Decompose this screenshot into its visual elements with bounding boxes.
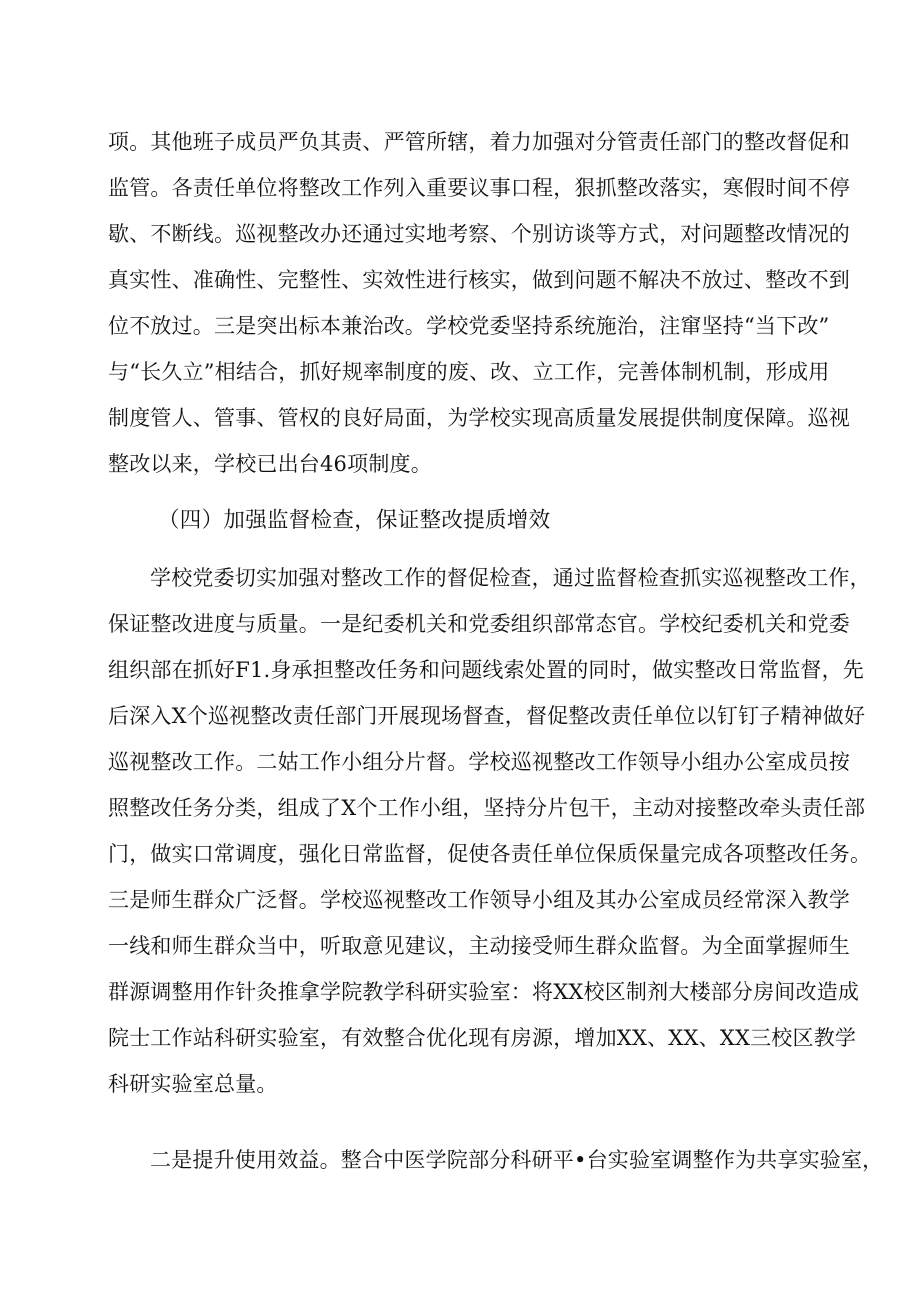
paragraph2-line-1: 学校党委切实加强对整改工作的督促检查，通过监督检查抓实巡视整改工作， (150, 566, 871, 590)
paragraph1-line-1: 项。其他班子成员严负其责、严管所辖，着力加强对分管责任部门的整改督促和 (108, 130, 850, 154)
paragraph2-line-12: 科研实验室总量。 (108, 1072, 278, 1096)
paragraph2-line-5: 巡视整改工作。二姑工作小组分片督。学校巡视整改工作领导小组办公室成员按 (108, 750, 850, 774)
paragraph2-line-9: 一线和师生群众当中，听取意见建议，主动接受师生群众监督。为全面掌握师生 (108, 934, 850, 958)
section-heading: （四）加强监督检查，保证整改提质增效 (158, 508, 551, 533)
paragraph2-line-10: 群源调整用作针灸推拿学院教学科研实验室：将XX校区制剂大楼部分房间改造成 (108, 980, 860, 1004)
paragraph1-line-4: 真实性、准确性、完整性、实效性进行核实，做到问题不解决不放过、整改不到 (108, 268, 850, 292)
paragraph1-line-5: 位不放过。三是突出标本兼治改。学校党委坚持系统施治，注窜坚持“当下改” (108, 314, 830, 338)
paragraph1-line-2: 监管。各责任单位将整改工作列入重要议事口程，狠抓整改落实，寒假时间不停 (108, 176, 850, 200)
paragraph1-line-6: 与“长久立”相结合，抓好规率制度的废、改、立工作，完善体制机制，形成用 (108, 360, 830, 384)
paragraph2-line-8: 三是师生群众广泛督。学校巡视整改工作领导小组及其办公室成员经常深入教学 (108, 888, 850, 912)
paragraph1-line-3: 歇、不断线。巡视整改办还通过实地考察、个别访谈等方式，对问题整改情况的 (108, 222, 850, 246)
paragraph1-line-8: 整改以来，学校已出台46项制度。 (108, 452, 432, 476)
paragraph1-line-7: 制度管人、管事、管权的良好局面，为学校实现高质量发展提供制度保障。巡视 (108, 406, 850, 430)
paragraph2-line-11: 院士工作站科研实验室，有效整合优化现有房源，增加XX、XX、XX三校区教学 (108, 1026, 857, 1050)
paragraph2-line-3: 组织部在抓好F1.身承担整改任务和问题线索处置的同时，做实整改日常监督，先 (108, 658, 865, 682)
paragraph2-line-6: 照整改任务分类，组成了X个工作小组，坚持分片包干，主动对接整改牵头责任部 (108, 796, 866, 820)
paragraph3-line-1: 二是提升使用效益。整合中医学院部分科研平•台实验室调整作为共享实验室， (150, 1148, 884, 1172)
paragraph2-line-2: 保证整改进度与质量。一是纪委机关和党委组织部常态官。学校纪委机关和党委 (108, 612, 850, 636)
paragraph2-line-4: 后深入X个巡视整改责任部门开展现场督查，督促整改责任单位以钉钉子精神做好 (108, 704, 866, 728)
paragraph2-line-7: 门，做实口常调度，强化日常监督，促使各责任单位保质保量完成各项整改任务。 (108, 842, 872, 866)
